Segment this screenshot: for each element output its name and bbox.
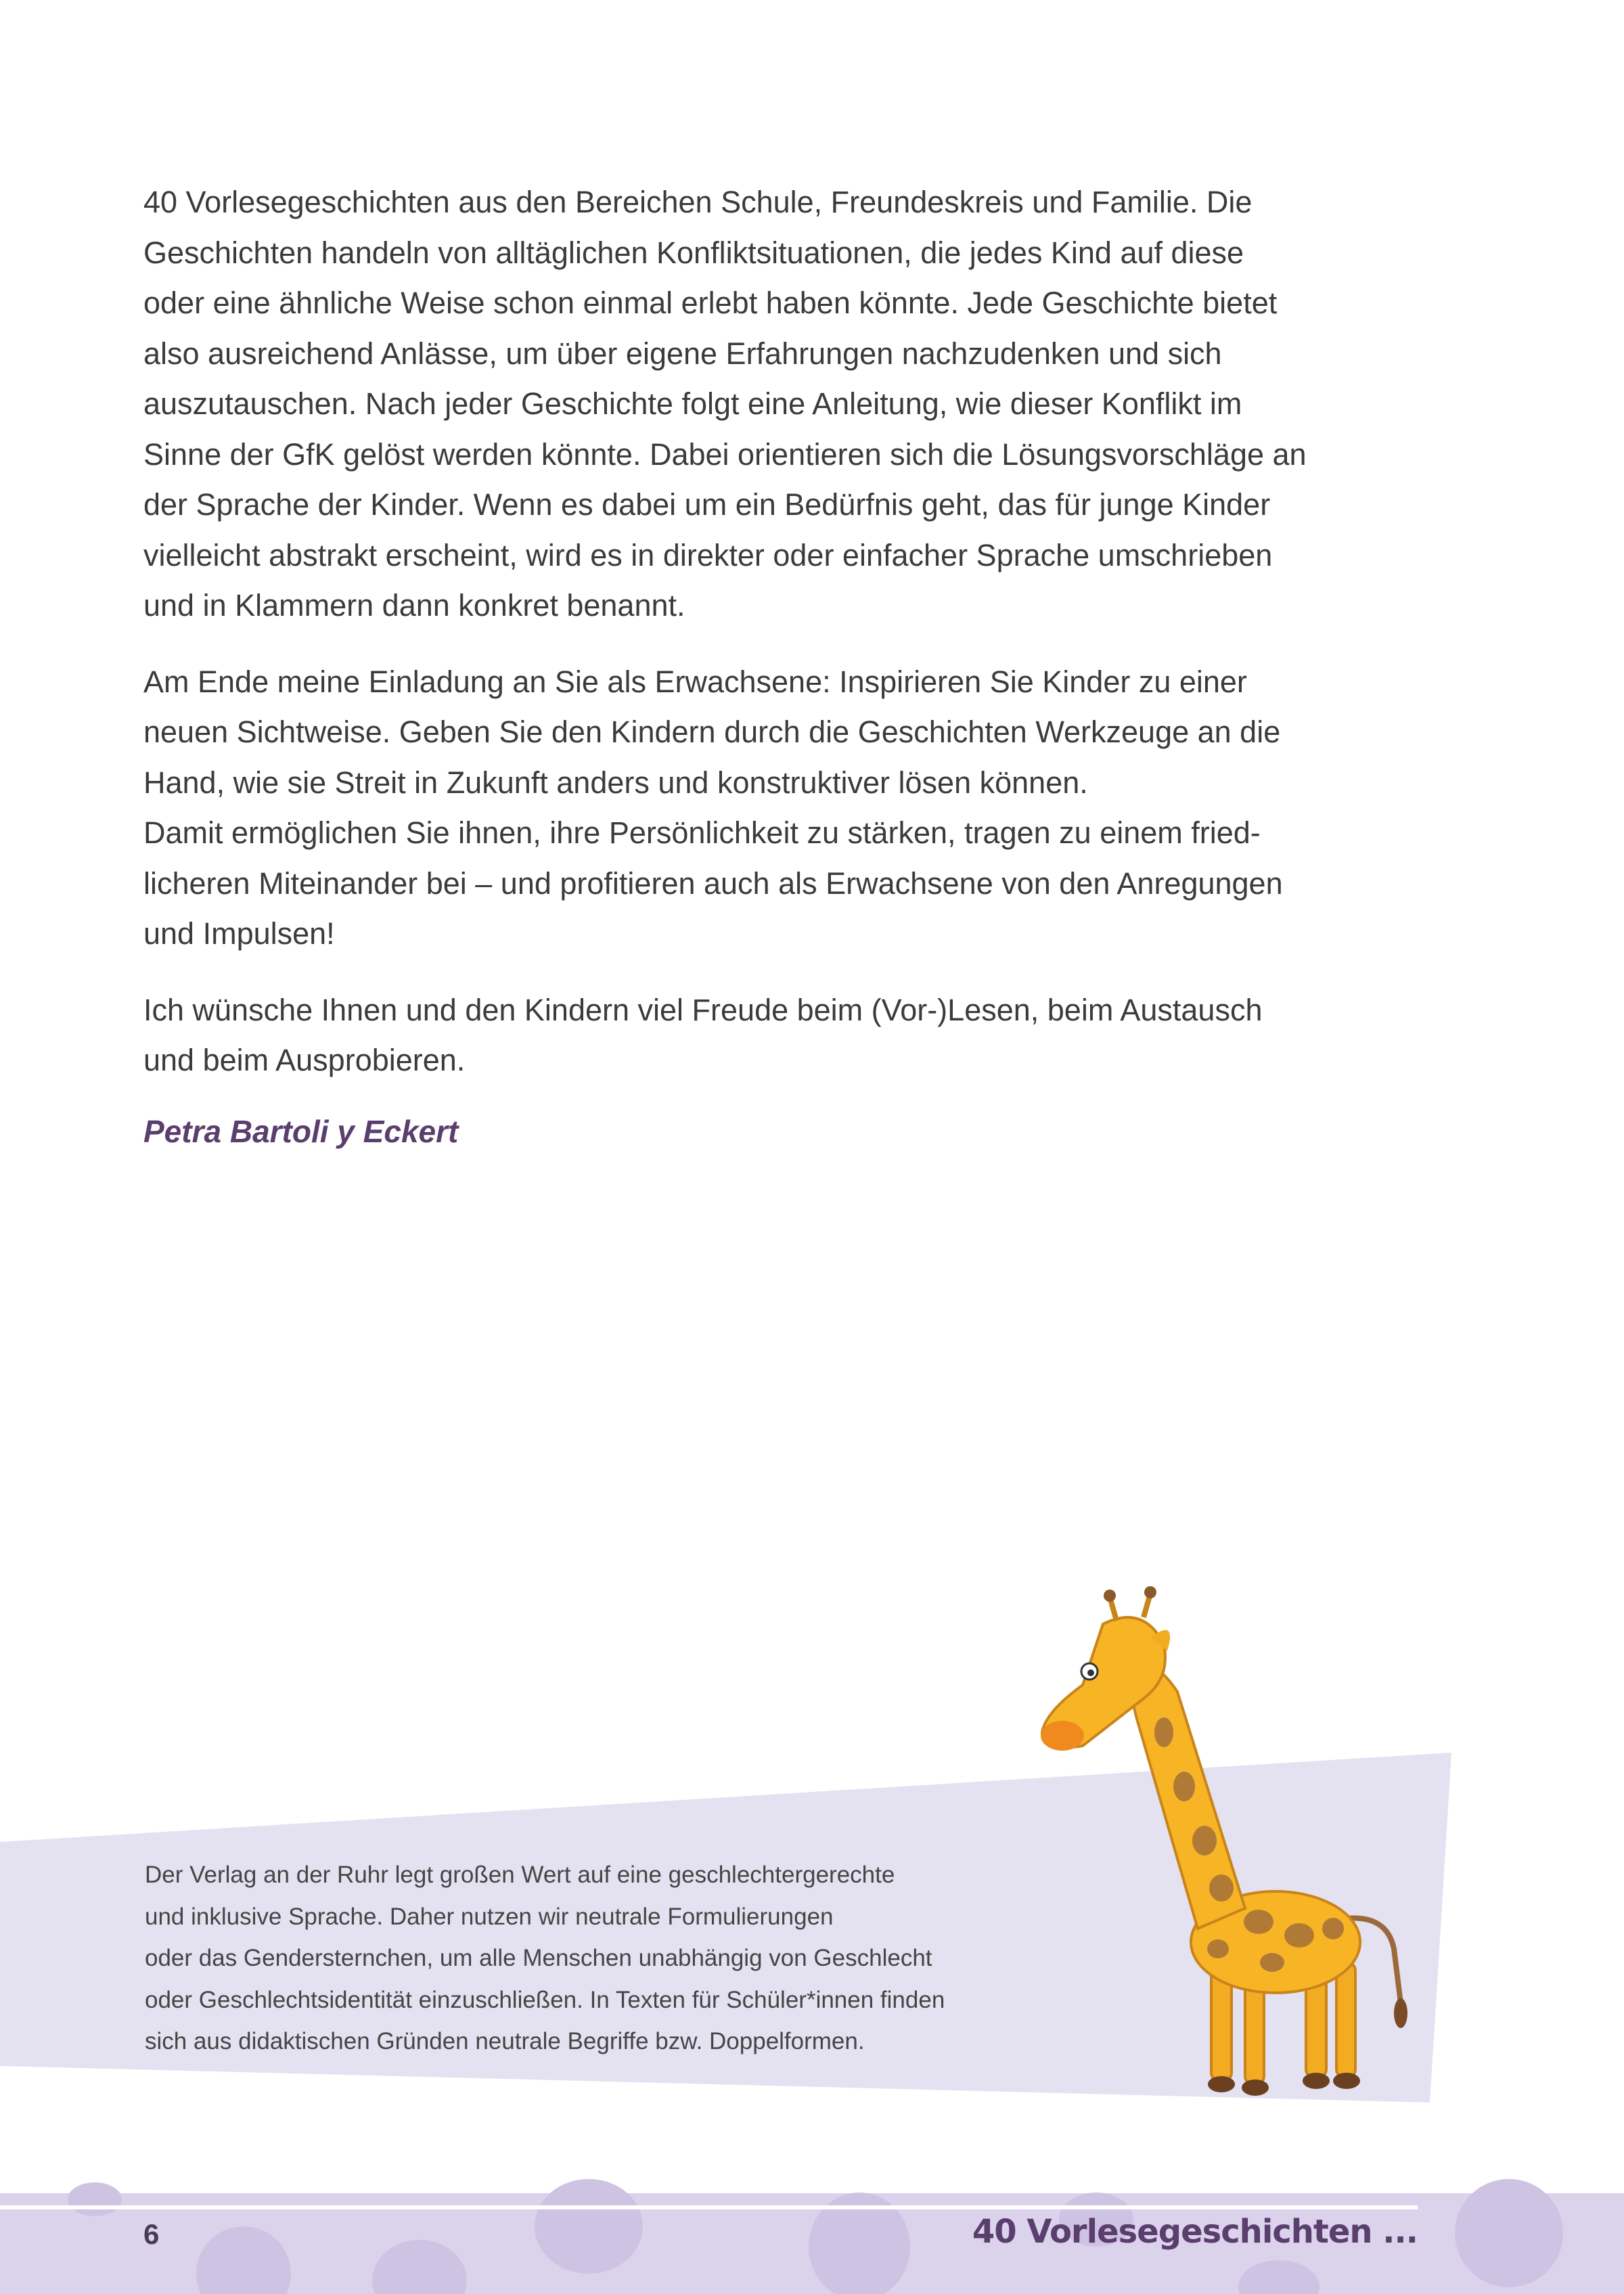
note-line: Der Verlag an der Ruhr legt großen Wert auf eine geschlechtergerechte	[145, 1862, 895, 1888]
text-line: Damit ermöglichen Sie ihnen, ihre Persönlichkeit zu stärken, tragen zu einem fried-	[143, 815, 1261, 850]
text-line: Am Ende meine Einladung an Sie als Erwachsene: Inspirieren Sie Kinder zu einer	[143, 664, 1247, 699]
text-line: Sinne der GfK gelöst werden könnte. Dabei orientieren sich die Lösungsvorschläge an	[143, 436, 1307, 472]
text-line: und in Klammern dann konkret benannt.	[143, 588, 685, 623]
note-line: oder das Gendersternchen, um alle Menschen unabhängig von Geschlecht	[145, 1945, 932, 1971]
footer-divider	[0, 2205, 1418, 2209]
body-text	[143, 177, 1429, 1112]
page-number: 6	[143, 2218, 160, 2250]
text-line: also ausreichend Anlässe, um über eigene Erfahrungen nachzudenken und sich	[143, 336, 1222, 371]
text-line: auszutauschen. Nach jeder Geschichte folgt eine Anleitung, wie dieser Konflikt im	[143, 386, 1242, 421]
paragraph-3	[143, 985, 1429, 1086]
paragraph-1	[143, 177, 1429, 631]
text-line: Hand, wie sie Streit in Zukunft anders und konstruktiver lösen können.	[143, 765, 1088, 800]
text-line: und beim Ausprobieren.	[143, 1043, 466, 1077]
text-line: Ich wünsche Ihnen und den Kindern viel Freude beim (Vor-)Lesen, beim Austausch	[143, 992, 1263, 1027]
author-signature: Petra Bartoli y Eckert	[143, 1114, 459, 1149]
text-line: der Sprache der Kinder. Wenn es dabei um ein Bedürfnis geht, das für junge Kinder	[143, 487, 1271, 522]
note-line: und inklusive Sprache. Daher nutzen wir neutrale Formulierungen	[145, 1903, 834, 1930]
text-line: licheren Miteinander bei – und profitieren auch als Erwachsene von den Anregungen	[143, 865, 1283, 901]
inclusive-language-note	[145, 1854, 945, 2063]
note-line: sich aus didaktischen Gründen neutrale Begriffe bzw. Doppelformen.	[145, 2028, 865, 2054]
paragraph-2	[143, 657, 1429, 960]
text-line: vielleicht abstrakt erscheint, wird es in direkter oder einfacher Sprache umschrieben	[143, 537, 1273, 572]
text-line: und Impulsen!	[143, 916, 335, 951]
text-line: Geschichten handeln von alltäglichen Konfliktsituationen, die jedes Kind auf diese	[143, 235, 1244, 270]
running-title: 40 Vorlesegeschichten ...	[972, 2213, 1418, 2251]
text-line: 40 Vorlesegeschichten aus den Bereichen Schule, Freundeskreis und Familie. Die	[143, 185, 1253, 219]
text-line: neuen Sichtweise. Geben Sie den Kindern durch die Geschichten Werkzeuge an die	[143, 715, 1281, 749]
text-line: oder eine ähnliche Weise schon einmal erlebt haben könnte. Jede Geschichte bietet	[143, 286, 1278, 320]
note-line: oder Geschlechtsidentität einzuschließen. In Texten für Schüler*innen finden	[145, 1986, 945, 2013]
